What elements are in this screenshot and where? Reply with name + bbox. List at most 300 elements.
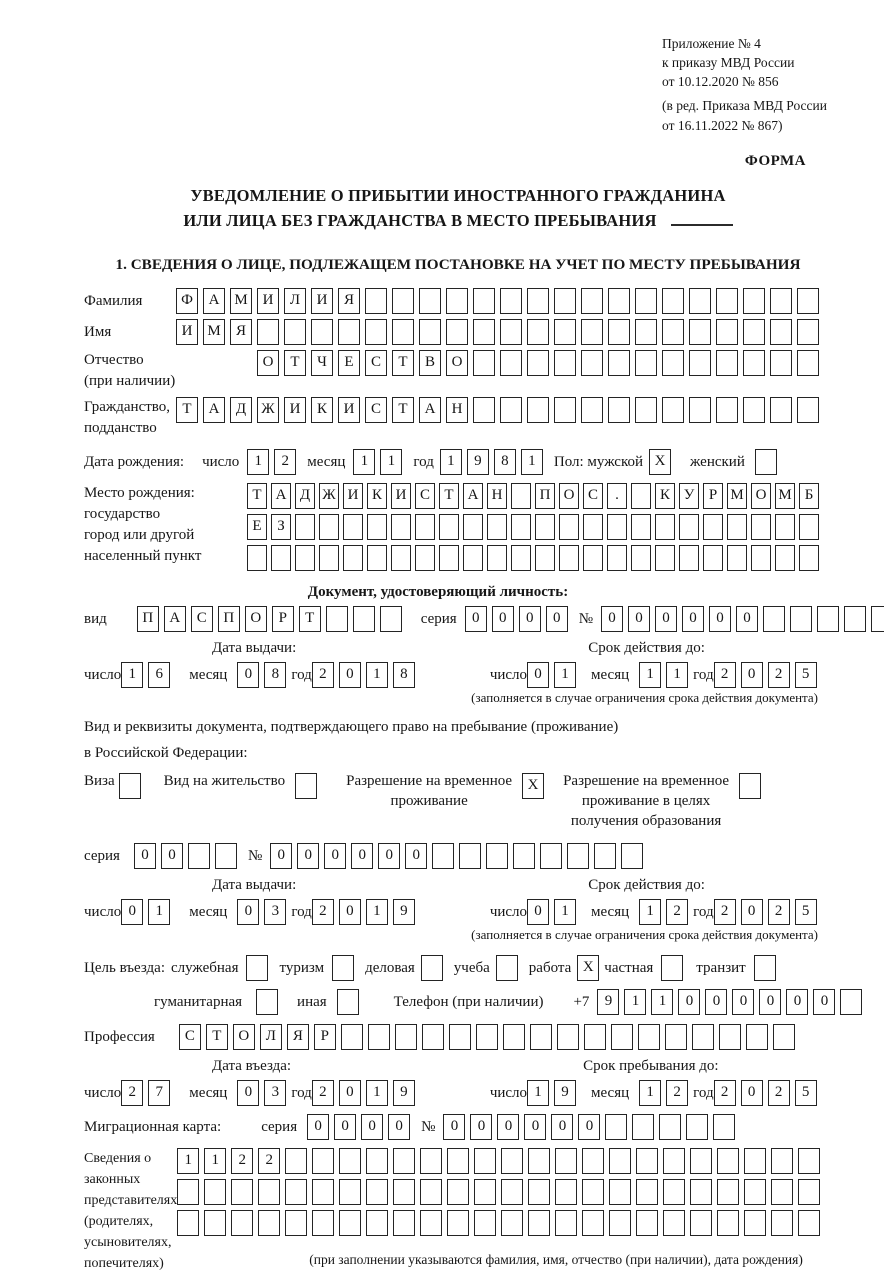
form-cell bbox=[662, 319, 684, 345]
form-cell bbox=[392, 319, 414, 345]
birthplace-label-line-2: государство bbox=[84, 505, 161, 522]
form-cell bbox=[415, 514, 435, 540]
form-cell: Я bbox=[287, 1024, 309, 1050]
form-cell bbox=[528, 1210, 550, 1236]
form-cell bbox=[638, 1024, 660, 1050]
form-cell: Е bbox=[338, 350, 360, 376]
sex-female-checkbox bbox=[755, 449, 782, 475]
res-issue-month-cells bbox=[237, 899, 291, 925]
form-cell: 1 bbox=[527, 1080, 549, 1106]
mig-number-cells bbox=[443, 1114, 740, 1140]
arrival-notification-form-page bbox=[42, 0, 842, 1271]
form-cell bbox=[871, 606, 884, 632]
res-valid-month-label: месяц bbox=[591, 903, 630, 920]
form-cell: Р bbox=[272, 606, 294, 632]
purpose-row-1 bbox=[84, 954, 832, 982]
form-cell bbox=[686, 1114, 708, 1140]
form-cell: Б bbox=[799, 483, 819, 509]
form-cell bbox=[439, 514, 459, 540]
form-cell bbox=[797, 288, 819, 314]
representatives-label-line-4: (родителях, bbox=[84, 1213, 154, 1229]
form-cell bbox=[582, 1179, 604, 1205]
form-cell bbox=[582, 1210, 604, 1236]
form-cell: 0 bbox=[237, 1080, 259, 1106]
doc-valid-month-cells bbox=[639, 662, 693, 688]
entry-dates-row bbox=[84, 1080, 832, 1106]
doc-series-cells bbox=[465, 606, 573, 632]
res-validity-note: (заполняется в случае ограничения срока действия документа) bbox=[471, 926, 818, 942]
patronymic-label bbox=[84, 350, 257, 392]
form-cell: 0 bbox=[307, 1114, 329, 1140]
form-cell bbox=[754, 955, 776, 981]
form-cell: Т bbox=[392, 350, 414, 376]
representatives-label-line-5: усыновителях, bbox=[84, 1234, 172, 1250]
res-number-label: № bbox=[247, 847, 263, 864]
doc-valid-until-label: Срок действия до: bbox=[588, 639, 705, 656]
form-cell bbox=[420, 1179, 442, 1205]
form-cell bbox=[258, 1179, 280, 1205]
form-cell: С bbox=[583, 483, 603, 509]
form-cell bbox=[511, 514, 531, 540]
citizenship-cells bbox=[176, 397, 824, 423]
form-cell: Е bbox=[247, 514, 267, 540]
form-cell bbox=[584, 1024, 606, 1050]
form-cell: 0 bbox=[339, 899, 361, 925]
form-cell bbox=[295, 514, 315, 540]
form-cell: 2 bbox=[312, 662, 334, 688]
form-cell bbox=[365, 319, 387, 345]
form-cell bbox=[743, 319, 765, 345]
form-cell: В bbox=[419, 350, 441, 376]
profession-cells bbox=[179, 1024, 800, 1050]
res-issue-month-label: месяц bbox=[189, 903, 228, 920]
form-cell bbox=[717, 1210, 739, 1236]
purpose-business-label: деловая bbox=[365, 959, 415, 976]
form-cell bbox=[247, 545, 267, 571]
representatives-row-1-cells bbox=[177, 1148, 825, 1174]
form-cell bbox=[365, 288, 387, 314]
form-cell bbox=[844, 606, 866, 632]
form-cell bbox=[446, 288, 468, 314]
form-cell bbox=[770, 397, 792, 423]
form-cell: 7 bbox=[148, 1080, 170, 1106]
stay-day-label: число bbox=[489, 1084, 528, 1101]
form-cell bbox=[513, 843, 535, 869]
form-cell bbox=[326, 606, 348, 632]
sex-male-label: Пол: мужской bbox=[553, 453, 644, 470]
residence-permit-label: Вид на жительство bbox=[163, 772, 286, 789]
form-cell bbox=[231, 1210, 253, 1236]
form-cell: И bbox=[176, 319, 198, 345]
name-cells bbox=[176, 319, 824, 345]
form-cell: Т bbox=[206, 1024, 228, 1050]
form-cell: Д bbox=[295, 483, 315, 509]
form-cell bbox=[527, 319, 549, 345]
form-cell: 1 bbox=[554, 662, 576, 688]
form-cell bbox=[527, 288, 549, 314]
res-series-label: серия bbox=[84, 847, 120, 864]
form-cell bbox=[798, 1148, 820, 1174]
form-cell: Т bbox=[392, 397, 414, 423]
form-cell bbox=[177, 1179, 199, 1205]
form-cell bbox=[621, 843, 643, 869]
birthplace-cell-rows bbox=[247, 483, 823, 576]
form-cell bbox=[583, 514, 603, 540]
form-cell bbox=[751, 545, 771, 571]
form-cell: 0 bbox=[121, 899, 143, 925]
representatives-label-line-3: представителях bbox=[84, 1192, 178, 1208]
form-cell bbox=[474, 1179, 496, 1205]
identity-doc-type-row bbox=[84, 606, 832, 632]
form-cell: А bbox=[203, 397, 225, 423]
form-cell bbox=[391, 514, 411, 540]
form-cell bbox=[500, 397, 522, 423]
purpose-study-checkbox bbox=[496, 955, 523, 981]
form-cell: 2 bbox=[714, 1080, 736, 1106]
entry-day-label: число bbox=[84, 1084, 122, 1101]
form-cell bbox=[755, 449, 777, 475]
form-cell bbox=[581, 397, 603, 423]
residence-doc-options-row bbox=[84, 771, 832, 831]
form-cell bbox=[473, 319, 495, 345]
form-cell: 1 bbox=[624, 989, 646, 1015]
form-cell: А bbox=[271, 483, 291, 509]
birth-month-label: месяц bbox=[307, 453, 346, 470]
stay-month-label: месяц bbox=[591, 1084, 630, 1101]
doc-issue-month-label: месяц bbox=[189, 666, 228, 683]
form-cell bbox=[744, 1179, 766, 1205]
form-cell bbox=[343, 514, 363, 540]
form-cell: О bbox=[751, 483, 771, 509]
form-cell bbox=[581, 350, 603, 376]
res-valid-day-cells bbox=[527, 899, 581, 925]
form-cell: О bbox=[233, 1024, 255, 1050]
form-cell: 0 bbox=[519, 606, 541, 632]
form-cell: Т bbox=[299, 606, 321, 632]
form-cell bbox=[559, 545, 579, 571]
citizenship-row bbox=[84, 397, 832, 439]
form-cell: X bbox=[522, 773, 544, 799]
form-cell: 0 bbox=[678, 989, 700, 1015]
form-cell: 0 bbox=[405, 843, 427, 869]
form-cell bbox=[487, 545, 507, 571]
form-cell: Ж bbox=[257, 397, 279, 423]
form-cell: 2 bbox=[714, 899, 736, 925]
form-cell bbox=[703, 514, 723, 540]
form-cell bbox=[527, 350, 549, 376]
form-cell bbox=[319, 545, 339, 571]
form-cell bbox=[337, 989, 359, 1015]
form-cell bbox=[567, 843, 589, 869]
form-cell: 5 bbox=[795, 899, 817, 925]
birthplace-label bbox=[84, 483, 247, 567]
form-cell: 9 bbox=[554, 1080, 576, 1106]
form-cell bbox=[496, 955, 518, 981]
res-issue-year-label: год bbox=[291, 903, 312, 920]
form-cell bbox=[366, 1210, 388, 1236]
form-cell: 1 bbox=[521, 449, 543, 475]
form-cell bbox=[594, 843, 616, 869]
form-cell bbox=[716, 397, 738, 423]
form-cell: 0 bbox=[736, 606, 758, 632]
form-cell bbox=[770, 288, 792, 314]
purpose-private-checkbox bbox=[661, 955, 688, 981]
form-cell bbox=[797, 397, 819, 423]
patronymic-cells bbox=[257, 350, 824, 376]
form-cell: Д bbox=[230, 397, 252, 423]
form-cell bbox=[486, 843, 508, 869]
form-cell: X bbox=[649, 449, 671, 475]
form-cell bbox=[367, 514, 387, 540]
form-cell bbox=[215, 843, 237, 869]
form-cell bbox=[631, 514, 651, 540]
form-cell bbox=[473, 288, 495, 314]
form-cell bbox=[393, 1210, 415, 1236]
form-cell: Т bbox=[247, 483, 267, 509]
res-number-cells bbox=[270, 843, 648, 869]
doc-valid-day-cells bbox=[527, 662, 581, 688]
form-cell bbox=[679, 514, 699, 540]
form-cell bbox=[555, 1210, 577, 1236]
form-cell bbox=[608, 288, 630, 314]
residence-doc-line-2: в Российской Федерации: bbox=[84, 744, 248, 761]
form-cell: 1 bbox=[353, 449, 375, 475]
sex-female-label: женский bbox=[690, 453, 745, 470]
visa-label: Виза bbox=[84, 772, 115, 789]
form-cell: 0 bbox=[813, 989, 835, 1015]
form-cell bbox=[257, 319, 279, 345]
form-cell bbox=[663, 1179, 685, 1205]
form-cell bbox=[503, 1024, 525, 1050]
form-cell: 3 bbox=[264, 899, 286, 925]
identity-doc-heading: Документ, удостоверяющий личность: bbox=[307, 583, 569, 600]
appendix-line-5: от 16.11.2022 № 867) bbox=[662, 117, 783, 133]
purpose-transit-checkbox bbox=[754, 955, 781, 981]
representatives-block bbox=[84, 1148, 832, 1274]
form-cell bbox=[353, 606, 375, 632]
form-cell: 2 bbox=[312, 899, 334, 925]
representatives-label-line-6: попечителях) bbox=[84, 1255, 164, 1271]
profession-row bbox=[84, 1024, 832, 1050]
form-cell: А bbox=[203, 288, 225, 314]
form-cell: 2 bbox=[768, 1080, 790, 1106]
doc-series-label: серия bbox=[420, 610, 457, 627]
form-cell: М bbox=[230, 288, 252, 314]
form-cell bbox=[285, 1148, 307, 1174]
form-cell bbox=[332, 955, 354, 981]
form-cell: 1 bbox=[554, 899, 576, 925]
form-cell bbox=[459, 843, 481, 869]
form-cell: 0 bbox=[339, 1080, 361, 1106]
res-valid-day-label: число bbox=[489, 903, 528, 920]
identity-doc-dates-header bbox=[84, 640, 832, 657]
form-cell: Т bbox=[176, 397, 198, 423]
name-row bbox=[84, 319, 832, 345]
form-cell bbox=[665, 1024, 687, 1050]
purpose-study-label: учеба bbox=[453, 959, 490, 976]
form-cell bbox=[635, 319, 657, 345]
form-cell: 1 bbox=[380, 449, 402, 475]
form-cell: 0 bbox=[378, 843, 400, 869]
form-cell bbox=[775, 514, 795, 540]
form-cell bbox=[744, 1148, 766, 1174]
form-cell: 0 bbox=[497, 1114, 519, 1140]
representatives-row-2-cells bbox=[177, 1179, 825, 1205]
section-1-heading: 1. СВЕДЕНИЯ О ЛИЦЕ, ПОДЛЕЖАЩЕМ ПОСТАНОВКЕ НА УЧЕТ ПО МЕСТУ ПРЕБЫВАНИЯ bbox=[115, 255, 801, 273]
visa-option bbox=[84, 771, 146, 799]
sex-male-checkbox bbox=[649, 449, 676, 475]
residence-doc-dates-header bbox=[84, 877, 832, 894]
purpose-other-checkbox bbox=[337, 989, 364, 1015]
form-cell bbox=[395, 1024, 417, 1050]
form-cell: 0 bbox=[741, 1080, 763, 1106]
form-cell: 0 bbox=[134, 843, 156, 869]
form-cell bbox=[447, 1210, 469, 1236]
form-cell bbox=[581, 288, 603, 314]
temp-residence-permit-option bbox=[346, 771, 549, 811]
doc-issue-date-label: Дата выдачи: bbox=[212, 639, 297, 656]
form-cell: П bbox=[218, 606, 240, 632]
birthplace-row-2-cells bbox=[247, 514, 823, 540]
form-cell: 5 bbox=[795, 662, 817, 688]
form-cell bbox=[607, 514, 627, 540]
form-cell bbox=[284, 319, 306, 345]
form-cell: 0 bbox=[551, 1114, 573, 1140]
form-cell bbox=[635, 397, 657, 423]
representatives-label bbox=[84, 1148, 177, 1274]
form-cell bbox=[419, 288, 441, 314]
purpose-tourism-label: туризм bbox=[279, 959, 325, 976]
form-cell bbox=[540, 843, 562, 869]
form-cell bbox=[204, 1179, 226, 1205]
temp-residence-permit-label: Разрешение на временное проживание bbox=[346, 772, 513, 809]
doc-valid-year-label: год bbox=[693, 666, 714, 683]
form-cell bbox=[380, 606, 402, 632]
form-cell: 0 bbox=[465, 606, 487, 632]
form-cell: 2 bbox=[768, 662, 790, 688]
purpose-humanitarian-label: гуманитарная bbox=[154, 993, 243, 1010]
entry-year-label: год bbox=[291, 1084, 312, 1101]
form-cell bbox=[840, 989, 862, 1015]
phone-cells bbox=[597, 989, 867, 1015]
form-cell: А bbox=[463, 483, 483, 509]
form-cell bbox=[636, 1148, 658, 1174]
identity-doc-dates-row bbox=[84, 662, 832, 688]
form-cell bbox=[419, 319, 441, 345]
entry-month-cells bbox=[237, 1080, 291, 1106]
form-cell bbox=[631, 545, 651, 571]
form-cell: 0 bbox=[732, 989, 754, 1015]
form-cell bbox=[554, 350, 576, 376]
entry-month-label: месяц bbox=[189, 1084, 228, 1101]
form-cell bbox=[689, 397, 711, 423]
form-cell: 1 bbox=[177, 1148, 199, 1174]
form-cell bbox=[555, 1148, 577, 1174]
appendix-line-3: от 10.12.2020 № 856 bbox=[662, 74, 779, 90]
form-cell bbox=[258, 1210, 280, 1236]
form-cell: 2 bbox=[121, 1080, 143, 1106]
form-cell: 9 bbox=[597, 989, 619, 1015]
form-cell: 1 bbox=[639, 662, 661, 688]
form-cell bbox=[739, 773, 761, 799]
title-blank-underline bbox=[671, 212, 733, 226]
doc-number-cells bbox=[601, 606, 884, 632]
res-issue-year-cells bbox=[312, 899, 420, 925]
form-cell bbox=[608, 319, 630, 345]
form-cell: 0 bbox=[237, 662, 259, 688]
form-cell: 0 bbox=[324, 843, 346, 869]
form-cell bbox=[770, 319, 792, 345]
form-cell: 1 bbox=[204, 1148, 226, 1174]
res-series-cells bbox=[134, 843, 242, 869]
form-cell bbox=[775, 545, 795, 571]
form-cell: 2 bbox=[231, 1148, 253, 1174]
form-cell: 8 bbox=[494, 449, 516, 475]
form-cell bbox=[343, 545, 363, 571]
form-cell: А bbox=[164, 606, 186, 632]
form-cell: Л bbox=[284, 288, 306, 314]
form-cell: С bbox=[365, 350, 387, 376]
form-cell bbox=[188, 843, 210, 869]
form-cell: О bbox=[245, 606, 267, 632]
form-cell bbox=[799, 545, 819, 571]
form-cell bbox=[763, 606, 785, 632]
form-cell: О bbox=[559, 483, 579, 509]
form-cell bbox=[527, 397, 549, 423]
form-title-line-2-text: ИЛИ ЛИЦА БЕЗ ГРАЖДАНСТВА В МЕСТО ПРЕБЫВАНИЯ bbox=[183, 210, 657, 230]
form-cell: Я bbox=[230, 319, 252, 345]
doc-issue-year-cells bbox=[312, 662, 420, 688]
form-cell bbox=[799, 514, 819, 540]
form-cell bbox=[535, 545, 555, 571]
res-valid-year-label: год bbox=[693, 903, 714, 920]
form-cell: 0 bbox=[709, 606, 731, 632]
form-cell bbox=[415, 545, 435, 571]
form-cell bbox=[474, 1210, 496, 1236]
appendix-line-1: Приложение № 4 bbox=[662, 36, 761, 51]
migration-card-label: Миграционная карта: bbox=[84, 1118, 222, 1135]
purpose-other-label: иная bbox=[297, 993, 327, 1010]
phone-prefix: +7 bbox=[573, 993, 590, 1010]
mig-series-cells bbox=[307, 1114, 415, 1140]
residence-doc-dates-row bbox=[84, 899, 832, 925]
form-cell bbox=[500, 350, 522, 376]
purpose-official-checkbox bbox=[246, 955, 273, 981]
form-cell: Я bbox=[338, 288, 360, 314]
form-cell bbox=[295, 545, 315, 571]
birthplace-label-line-1: Место рождения: bbox=[84, 484, 195, 501]
form-cell: Т bbox=[284, 350, 306, 376]
form-cell: И bbox=[391, 483, 411, 509]
surname-label: Фамилия bbox=[84, 292, 143, 309]
doc-type-label: вид bbox=[84, 610, 107, 627]
form-cell bbox=[797, 319, 819, 345]
form-cell bbox=[447, 1148, 469, 1174]
form-cell: 3 bbox=[264, 1080, 286, 1106]
form-cell bbox=[797, 350, 819, 376]
citizenship-label-line-2: подданство bbox=[84, 419, 157, 436]
patronymic-row bbox=[84, 350, 832, 392]
surname-cells bbox=[176, 288, 824, 314]
form-cell bbox=[746, 1024, 768, 1050]
appendix-line-4: (в ред. Приказа МВД России bbox=[662, 98, 827, 114]
res-valid-month-cells bbox=[639, 899, 693, 925]
form-cell: 1 bbox=[651, 989, 673, 1015]
form-cell bbox=[312, 1179, 334, 1205]
stay-month-cells bbox=[639, 1080, 693, 1106]
stay-year-cells bbox=[714, 1080, 822, 1106]
form-cell bbox=[713, 1114, 735, 1140]
